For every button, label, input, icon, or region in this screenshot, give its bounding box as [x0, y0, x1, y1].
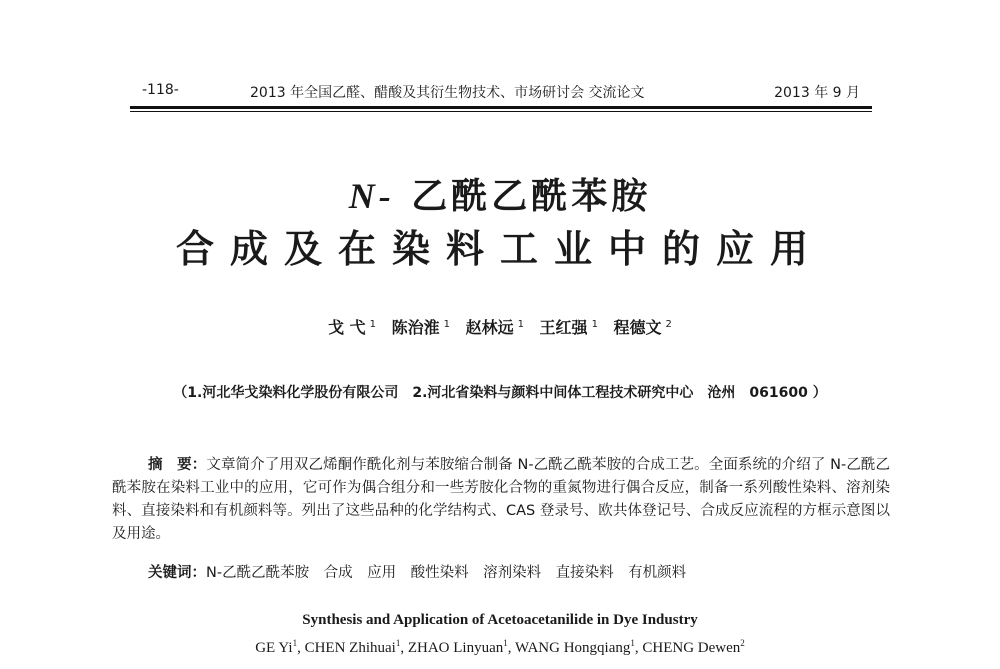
- abstract: [112, 454, 890, 546]
- english-author-list: GE Yi$^1$, CHEN Zhihuai$^1$, ZHAO Linyuan$^1$, WANG Hongqiang$^1$, CHENG Dewen$^2$: [255, 638, 745, 656]
- author: 赵林远 $^1$: [465, 318, 524, 337]
- author-list: [0, 315, 1000, 338]
- author: 陈治淮 $^1$: [391, 318, 450, 337]
- affiliation: （1.河北华戈染料化学股份有限公司 2.河北省染料与颜料中间体工程技术研究中心 沧州 061600 ）: [173, 385, 827, 401]
- author: 王红强 $^1$: [539, 318, 598, 337]
- title-rest: 乙酰乙酰苯胺: [394, 175, 652, 217]
- english-author: WANG Hongqiang$^1$: [514, 638, 635, 656]
- header-rule-thin: [130, 111, 872, 112]
- english-author: GE Yi$^1$: [255, 638, 298, 656]
- english-title: Synthesis and Application of Acetoacetanilide in Dye Industry: [302, 612, 698, 628]
- keywords-label: 关键词：: [148, 565, 206, 581]
- english-author: CHENG Dewen$^2$: [642, 638, 745, 656]
- running-header: [130, 80, 872, 104]
- abstract-text: 文章简介了用双乙烯酮作酰化剂与苯胺缩合制备 N-乙酰乙酰苯胺的合成工艺。全面系统的介绍了 N-乙酰乙酰苯胺在染料工业中的应用，它可作为偶合组分和一些芳胺化合物的重氮物进行偶合反应，制备一系列酸性染料、溶剂染料、直接染料和有机颜料等。列出了这些品种的化学结构式、CAS 登录号、欧共体登记号、合成反应流程的方框示意图以及用途。: [112, 457, 891, 542]
- publication-date: 2013 年 9 月: [774, 85, 860, 101]
- conference-name: 2013 年全国乙醛、醋酸及其衍生物技术、市场研讨会 交流论文: [250, 85, 645, 101]
- abstract-label: 摘 要：: [148, 457, 207, 473]
- english-author: ZHAO Linyuan$^1$: [407, 638, 508, 656]
- title-line-2: 合成及在染料工业中的应用: [175, 226, 824, 271]
- keywords: [148, 561, 890, 582]
- author: 戈 弋 $^1$: [328, 318, 377, 337]
- title-line-1: [0, 168, 1000, 219]
- header-rule-thick: [130, 106, 872, 109]
- english-author: CHEN Zhihuai$^1$: [304, 638, 401, 656]
- page-number: -118-: [142, 82, 179, 98]
- author: 程德文 $^2$: [613, 318, 672, 337]
- title-prefix: N-: [348, 176, 395, 216]
- keywords-text: N-乙酰乙酰苯胺 合成 应用 酸性染料 溶剂染料 直接染料 有机颜料: [206, 565, 687, 581]
